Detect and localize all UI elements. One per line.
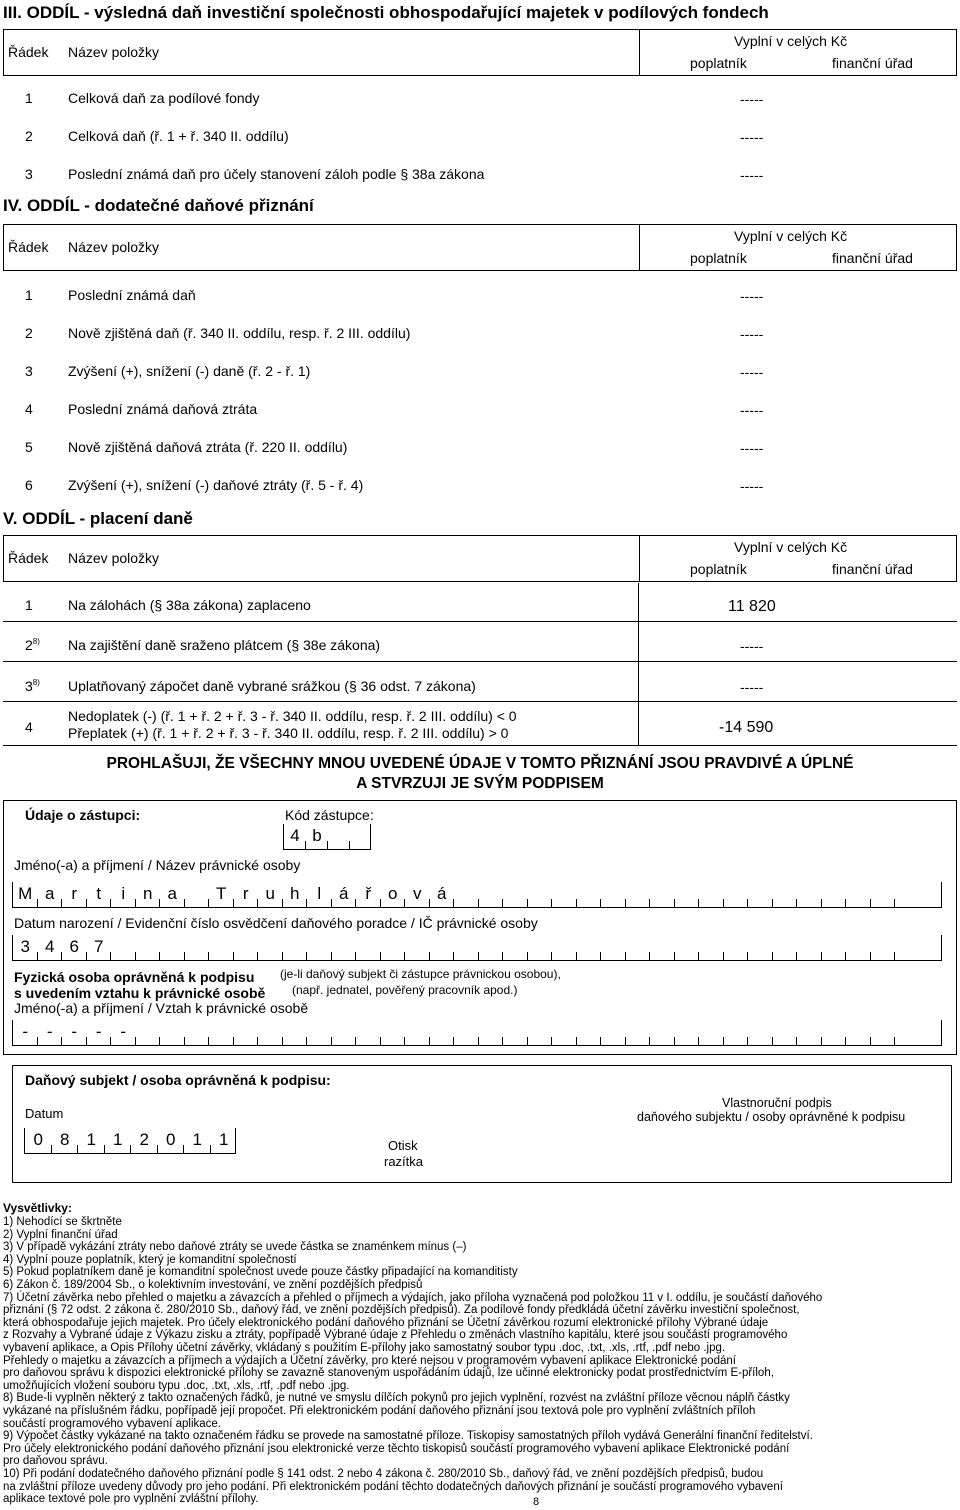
cell-divider [380,952,381,960]
cell-divider [478,899,479,907]
cell-divider [331,952,332,960]
person-note-2: (např. jednatel, pověřený pracovník apod.) [292,983,518,997]
char-cell: a [167,884,177,903]
cell-divider [478,952,479,960]
cell-divider [257,952,258,960]
cell-divider [77,1145,78,1153]
cell-divider [600,952,601,960]
cell-divider [61,952,62,960]
cell-divider [257,899,258,907]
char-cell: - [120,1022,127,1041]
cell-divider [331,899,332,907]
cell-divider [306,952,307,960]
row-number: 2 [25,128,33,144]
sec4-hdr-office: finanční úřad [832,250,913,266]
char-cell: i [121,884,126,903]
cell-divider [894,952,895,960]
cell-divider [821,1037,822,1045]
sign-label-1: Vlastnoruční podpis [722,1096,832,1110]
footnote-line: pro daňovou správu k dispozici elektronické přílohy se zavazně stanoveným uspořádáním údajů, lze učinné elektronicky podat prostřednictvím E-příloh, [3,1367,774,1380]
cell-divider [233,899,234,907]
footnote-line: 4) Vyplní pouze poplatník, který je komanditní společností [3,1253,297,1266]
char-cell: a [45,884,55,903]
cell-divider [404,1037,405,1045]
footnote-line: 9) Výpočet částky vykázané na takto označeném řádku se provede na samostatné příloze. Tiskopisy samostatných příloh vydává Generální finanční ředitelství. [3,1430,813,1443]
cell-divider [86,1037,87,1045]
cell-divider [110,899,111,907]
cell-divider [870,899,871,907]
footnote-line: 3) V případě vykázání ztráty nebo daňové ztráty se uvede částka se znaménkem mínus (–) [3,1241,467,1254]
footnote-line: Přehledy o majetku a závazcích a příjmech a výdajích a Účetní závěrky, pro které nejsou v programovém vybavení aplikace Elektronické podání [3,1354,736,1367]
cell-divider [453,1037,454,1045]
cell-divider [502,952,503,960]
char-cell: T [216,884,227,903]
row-label: Zvýšení (+), snížení (-) daňové ztráty (ř. 5 - ř. 4) [68,477,364,493]
representative-birth-label: Datum narození / Evidenční číslo osvědčení daňového poradce / IČ právnické osoby [14,915,538,931]
cell-divider [282,952,283,960]
char-cell: r [242,884,249,903]
person-name-box[interactable] [12,1020,942,1046]
row-label: Poslední známá daň pro účely stanovení záloh podle § 38a zákona [68,166,485,182]
cell-divider [429,899,430,907]
cell-divider [210,1145,211,1153]
char-cell: o [388,884,398,903]
cell-divider [870,1037,871,1045]
char-cell: á [339,884,349,903]
char-cell: 1 [219,1130,229,1149]
char-cell: r [71,884,78,903]
cell-divider [772,952,773,960]
row-label: Poslední známá daň [68,287,196,303]
cell-divider [600,1037,601,1045]
footnote-line: součástí programového vybavení aplikace. [3,1417,221,1430]
sec5-row2-num: 2$^{8)}$ [25,637,40,653]
row-number: 6 [25,477,33,493]
cell-divider [723,952,724,960]
sec4-title: IV. ODDÍL - dodatečné daňové přiznání [3,196,314,215]
cell-divider [551,1037,552,1045]
cell-divider [796,952,797,960]
row-value: ----- [740,478,764,494]
cell-divider [404,899,405,907]
cell-divider [184,899,185,907]
declaration-line1: PROHLAŠUJI, ŽE VŠECHNY MNOU UVEDENÉ ÚDAJE V TOMTO PŘIZNÁNÍ JSOU PRAVDIVÉ A ÚPLNÉ [106,755,854,772]
cell-divider [51,1145,52,1153]
sec5-row4-label-a: Nedoplatek (-) (ř. 1 + ř. 2 + ř. 3 - ř. 340 II. oddílu, resp. ř. 2 III. oddílu) < 0 [68,708,517,724]
footnote-line: 2) Vyplní finanční úřad [3,1228,118,1241]
cell-divider [772,1037,773,1045]
footnote-line: z Rozvahy a Vybrané údaje z Výkazu zisku a ztráty, popřípadě Výbrané údaje z Přehledu o změnách vlastního kapitálu, které jsou součástí programového [3,1329,788,1342]
cell-divider [37,899,38,907]
row-value: ----- [740,326,764,342]
cell-divider [453,952,454,960]
sec4-hdr-payer: poplatník [690,250,747,266]
row-value: ----- [740,288,764,304]
footnote-line: 10) Při podání dodatečného daňového přiznání podle § 141 odst. 2 nebo 4 zákona č. 280/2010 Sb., daňový řád, ve znění pozdějších předpisů, budou [3,1468,764,1480]
representative-heading: Údaje o zástupci: [25,807,141,823]
char-cell: l [317,884,322,903]
cell-divider [331,1037,332,1045]
sec5-hdr-payer: poplatník [690,561,747,577]
representative-birth-box[interactable] [12,935,942,961]
cell-divider [355,899,356,907]
cell-divider [349,841,350,849]
row-number: 3 [25,363,33,379]
cell-divider [184,1037,185,1045]
cell-divider [649,952,650,960]
footnote-line: vykázané na příslušném řádku, popřípadě její propočet. Při elektronickém podání daňového přiznání jsou textová pole pro vyplnění zvláštních příloh [3,1405,756,1417]
cell-divider [747,1037,748,1045]
cell-divider [208,899,209,907]
cell-divider [502,1037,503,1045]
cell-divider [37,952,38,960]
sec5-row2-label: Na zajištění daně sraženo plátcem (§ 38e zákona) [68,637,381,653]
char-cell: 0 [166,1130,176,1149]
sec3-hdr-name: Název položky [68,44,160,60]
cell-divider [649,1037,650,1045]
sec3-hdr-fill: Vyplní v celých Kč [734,33,848,49]
cell-divider [478,1037,479,1045]
sec3-header [3,29,957,76]
cell-divider [86,899,87,907]
row-value: ----- [740,91,764,107]
cell-divider [135,1037,136,1045]
sec3-hdr-office: finanční úřad [832,55,913,71]
cell-divider [576,899,577,907]
char-cell: 4 [290,826,300,845]
cell-divider [380,1037,381,1045]
cell-divider [110,952,111,960]
sec5-hdr-row: Řádek [8,550,49,566]
row-value: ----- [740,440,764,456]
cell-divider [698,952,699,960]
char-cell: 6 [69,937,79,956]
cell-divider [429,1037,430,1045]
sign-label-2: daňového subjektu / osoby oprávněné k podpisu [637,1110,906,1124]
cell-divider [551,899,552,907]
cell-divider [527,952,528,960]
cell-divider [600,899,601,907]
cell-divider [233,952,234,960]
char-cell: - [95,1022,102,1041]
cell-divider [796,1037,797,1045]
declaration-line2: A STVRZUJI JE SVÝM PODPISEM [356,775,604,792]
row-label: Zvýšení (+), snížení (-) daně (ř. 2 - ř. 1) [68,363,311,379]
cell-divider [796,899,797,907]
row-number: 1 [25,90,33,106]
cell-divider [821,899,822,907]
row-label: Celková daň (ř. 1 + ř. 340 II. oddílu) [68,128,289,144]
sec5-title: V. ODDÍL - placení daně [3,509,193,528]
cell-divider [159,899,160,907]
footnote-line: přiznání (§ 72 odst. 2 zákona č. 280/2010 Sb., daňový řád, ve znění pozdějších předpisů). Za podílové fondy předkládá účetní závěrku investiční společnost, [3,1304,800,1317]
cell-divider [649,899,650,907]
char-cell: t [96,884,102,903]
cell-divider [110,1037,111,1045]
signature-date-label: Datum [25,1106,64,1121]
cell-divider [61,1037,62,1045]
row-label: Poslední známá daňová ztráta [68,401,258,417]
char-cell: u [265,884,275,903]
sec3-hdr-payer: poplatník [690,55,747,71]
row-label: Celková daň za podílové fondy [68,90,260,106]
cell-divider [380,899,381,907]
sec5-hdr-name: Název položky [68,550,160,566]
char-cell: v [413,884,422,903]
cell-divider [135,899,136,907]
cell-divider [674,899,675,907]
representative-code-label: Kód zástupce: [285,807,374,823]
row-value: ----- [740,167,764,183]
char-cell: 7 [94,937,104,956]
stamp-label-2: razítka [384,1154,424,1169]
char-cell: 8 [60,1130,70,1149]
cell-divider [453,899,454,907]
person-note-1: (je-li daňový subjekt či zástupce právnickou osobou), [280,967,561,981]
cell-divider [429,952,430,960]
char-cell: n [143,884,153,903]
sec5-row3-label: Uplatňovaný zápočet daně vybrané srážkou (§ 36 odst. 7 zákona) [68,678,476,694]
footnote-line: umožňujících vložení souboru typu .doc, .txt, .xls, .rtf, .pdf nebo .jpg. [3,1379,350,1392]
sec5-row4-num: 4 [25,719,33,735]
sec5-hdr-fill: Vyplní v celých Kč [734,539,848,555]
cell-divider [674,1037,675,1045]
sec5-row1-num: 1 [25,597,33,613]
cell-divider [821,952,822,960]
row-number: 2 [25,325,33,341]
sec5-hdr-office: finanční úřad [832,561,913,577]
char-cell: 0 [33,1130,43,1149]
sec4-hdr-name: Název položky [68,239,160,255]
footnote-line: 8) Bude-li vyplněn některý z takto označených řádků, je nutné ve smyslu dílčích pokynů pro jejich vyplnění, rozvést na zvláštní příloze věcnou náplň částky [3,1392,790,1405]
row-number: 5 [25,439,33,455]
footnote-line: která obhospodařuje jejich majetek. Pro účely elektronického podání daňového přiznání se Účetní závěrkou rozumí elektronické přílohy Výbrané údaje [3,1316,769,1329]
sec5-header [3,535,957,582]
signature-date-box[interactable] [24,1128,236,1154]
cell-divider [845,952,846,960]
row-value: ----- [740,364,764,380]
cell-divider [306,1037,307,1045]
cell-divider [625,952,626,960]
cell-divider [576,952,577,960]
footnote-line: 1) Nehodící se škrtněte [3,1216,122,1228]
cell-divider [723,899,724,907]
person-name-label: Jméno(-a) a příjmení / Vztah k právnické osobě [14,1000,309,1016]
char-cell: 3 [20,937,30,956]
representative-code-box[interactable] [283,824,371,850]
signature-heading: Daňový subjekt / osoba oprávněná k podpisu: [25,1072,331,1088]
cell-divider [130,1145,131,1153]
cell-divider [233,1037,234,1045]
stamp-label-1: Otisk [388,1138,418,1153]
cell-divider [61,899,62,907]
sec5-row4-value: -14 590 [719,719,774,736]
char-cell: - [22,1022,29,1041]
cell-divider [772,899,773,907]
row-number: 3 [25,166,33,182]
cell-divider [698,899,699,907]
cell-divider [551,952,552,960]
footnote-line: 5) Pokud poplatníkem daně je komanditní společnost uvede pouze částky připadající na komanditisty [3,1266,518,1279]
char-cell: h [290,884,300,903]
cell-divider [894,1037,895,1045]
cell-divider [282,1037,283,1045]
sec5-row2-value: ----- [740,638,764,654]
footnotes-heading: Vysvětlivky: [3,1201,72,1215]
footnote-line: na zvláštní příloze uvedeny důvody pro jeho podání. Při elektronickém podání těchto dodatečných daňových přiznání je součástí programového vybavení [3,1480,783,1493]
cell-divider [894,899,895,907]
char-cell: 4 [45,937,55,956]
page-number: 8 [533,1496,540,1508]
sec5-row3-num: 3$^{8)}$ [25,678,40,694]
cell-divider [527,899,528,907]
cell-divider [135,952,136,960]
representative-name-label: Jméno(-a) a příjmení / Název právnické osoby [14,857,301,873]
sec4-header [3,224,957,271]
char-cell: b [312,826,322,845]
cell-divider [208,952,209,960]
footnote-line: pro daňovou správu. [3,1455,108,1468]
cell-divider [183,1145,184,1153]
cell-divider [870,952,871,960]
row-value: ----- [740,402,764,418]
cell-divider [723,1037,724,1045]
footnote-line: 7) Účetní závěrka nebo přehled o majetku a závazcích a přehled o příjmech a výdajích, jako příloha vyznačená pod položkou 11 v I. oddílu, je součástí daňového [3,1291,823,1304]
row-label: Nově zjištěná daň (ř. 340 II. oddílu, resp. ř. 2 III. oddílu) [68,325,411,341]
cell-divider [355,1037,356,1045]
cell-divider [625,1037,626,1045]
footnote-line: 6) Zákon č. 189/2004 Sb., o kolektivním investování, ve znění pozdějších předpisů [3,1279,423,1291]
cell-divider [576,1037,577,1045]
sec5-row3-value: ----- [740,679,764,695]
cell-divider [625,899,626,907]
cell-divider [845,899,846,907]
sec5-row1-value: 11 820 [728,598,776,615]
cell-divider [282,899,283,907]
footnote-line: vybavení aplikace, a Opis Přílohy účetní závěrky, vkládaný s použitím E-přílohy jako samostatný soubor typu .doc, .txt, .xls, .rtf, .pdf nebo .jpg. [3,1342,726,1354]
cell-divider [104,1145,105,1153]
cell-divider [845,1037,846,1045]
row-value: ----- [740,129,764,145]
sec3-title: III. ODDÍL - výsledná daň investiční společnosti obhospodařující majetek v podílových fondech [3,3,769,22]
representative-name-box[interactable] [12,882,942,908]
cell-divider [257,1037,258,1045]
char-cell: ř [365,884,372,903]
char-cell: M [18,884,33,903]
char-cell: 1 [113,1130,123,1149]
cell-divider [404,952,405,960]
cell-divider [86,952,87,960]
cell-divider [184,952,185,960]
person-label-1: Fyzická osoba oprávněná k podpisu [14,969,255,985]
char-cell: á [437,884,447,903]
cell-divider [355,952,356,960]
row-label: Nově zjištěná daňová ztráta (ř. 220 II. oddílu) [68,439,348,455]
cell-divider [159,1037,160,1045]
sec3-hdr-row: Řádek [8,44,49,60]
footnote-line: Pro účely elektronického podání daňového přiznání jsou elektronické verze těchto tiskopisů součástí programového vybavení aplikace Elektronické podání [3,1442,790,1455]
cell-divider [747,952,748,960]
cell-divider [747,899,748,907]
sec5-row1-label: Na zálohách (§ 38a zákona) zaplaceno [68,597,311,613]
sec5-row4-label-b: Přeplatek (+) (ř. 1 + ř. 2 + ř. 3 - ř. 340 II. oddílu, resp. ř. 2 III. oddílu) > 0 [68,725,509,741]
char-cell: - [71,1022,78,1041]
cell-divider [502,899,503,907]
person-label-2: s uvedením vztahu k právnické osobě [14,985,266,1001]
sec4-hdr-fill: Vyplní v celých Kč [734,228,848,244]
char-cell: 1 [86,1130,96,1149]
footnote-line: aplikace textové pole pro vyplnění zvláštní přílohy. [3,1493,259,1506]
cell-divider [157,1145,158,1153]
char-cell: 1 [192,1130,202,1149]
char-cell: - [46,1022,53,1041]
char-cell: 2 [139,1130,149,1149]
cell-divider [37,1037,38,1045]
cell-divider [527,1037,528,1045]
cell-divider [306,899,307,907]
row-number: 1 [25,287,33,303]
cell-divider [674,952,675,960]
cell-divider [159,952,160,960]
row-number: 4 [25,401,33,417]
cell-divider [208,1037,209,1045]
sec4-hdr-row: Řádek [8,239,49,255]
cell-divider [698,1037,699,1045]
